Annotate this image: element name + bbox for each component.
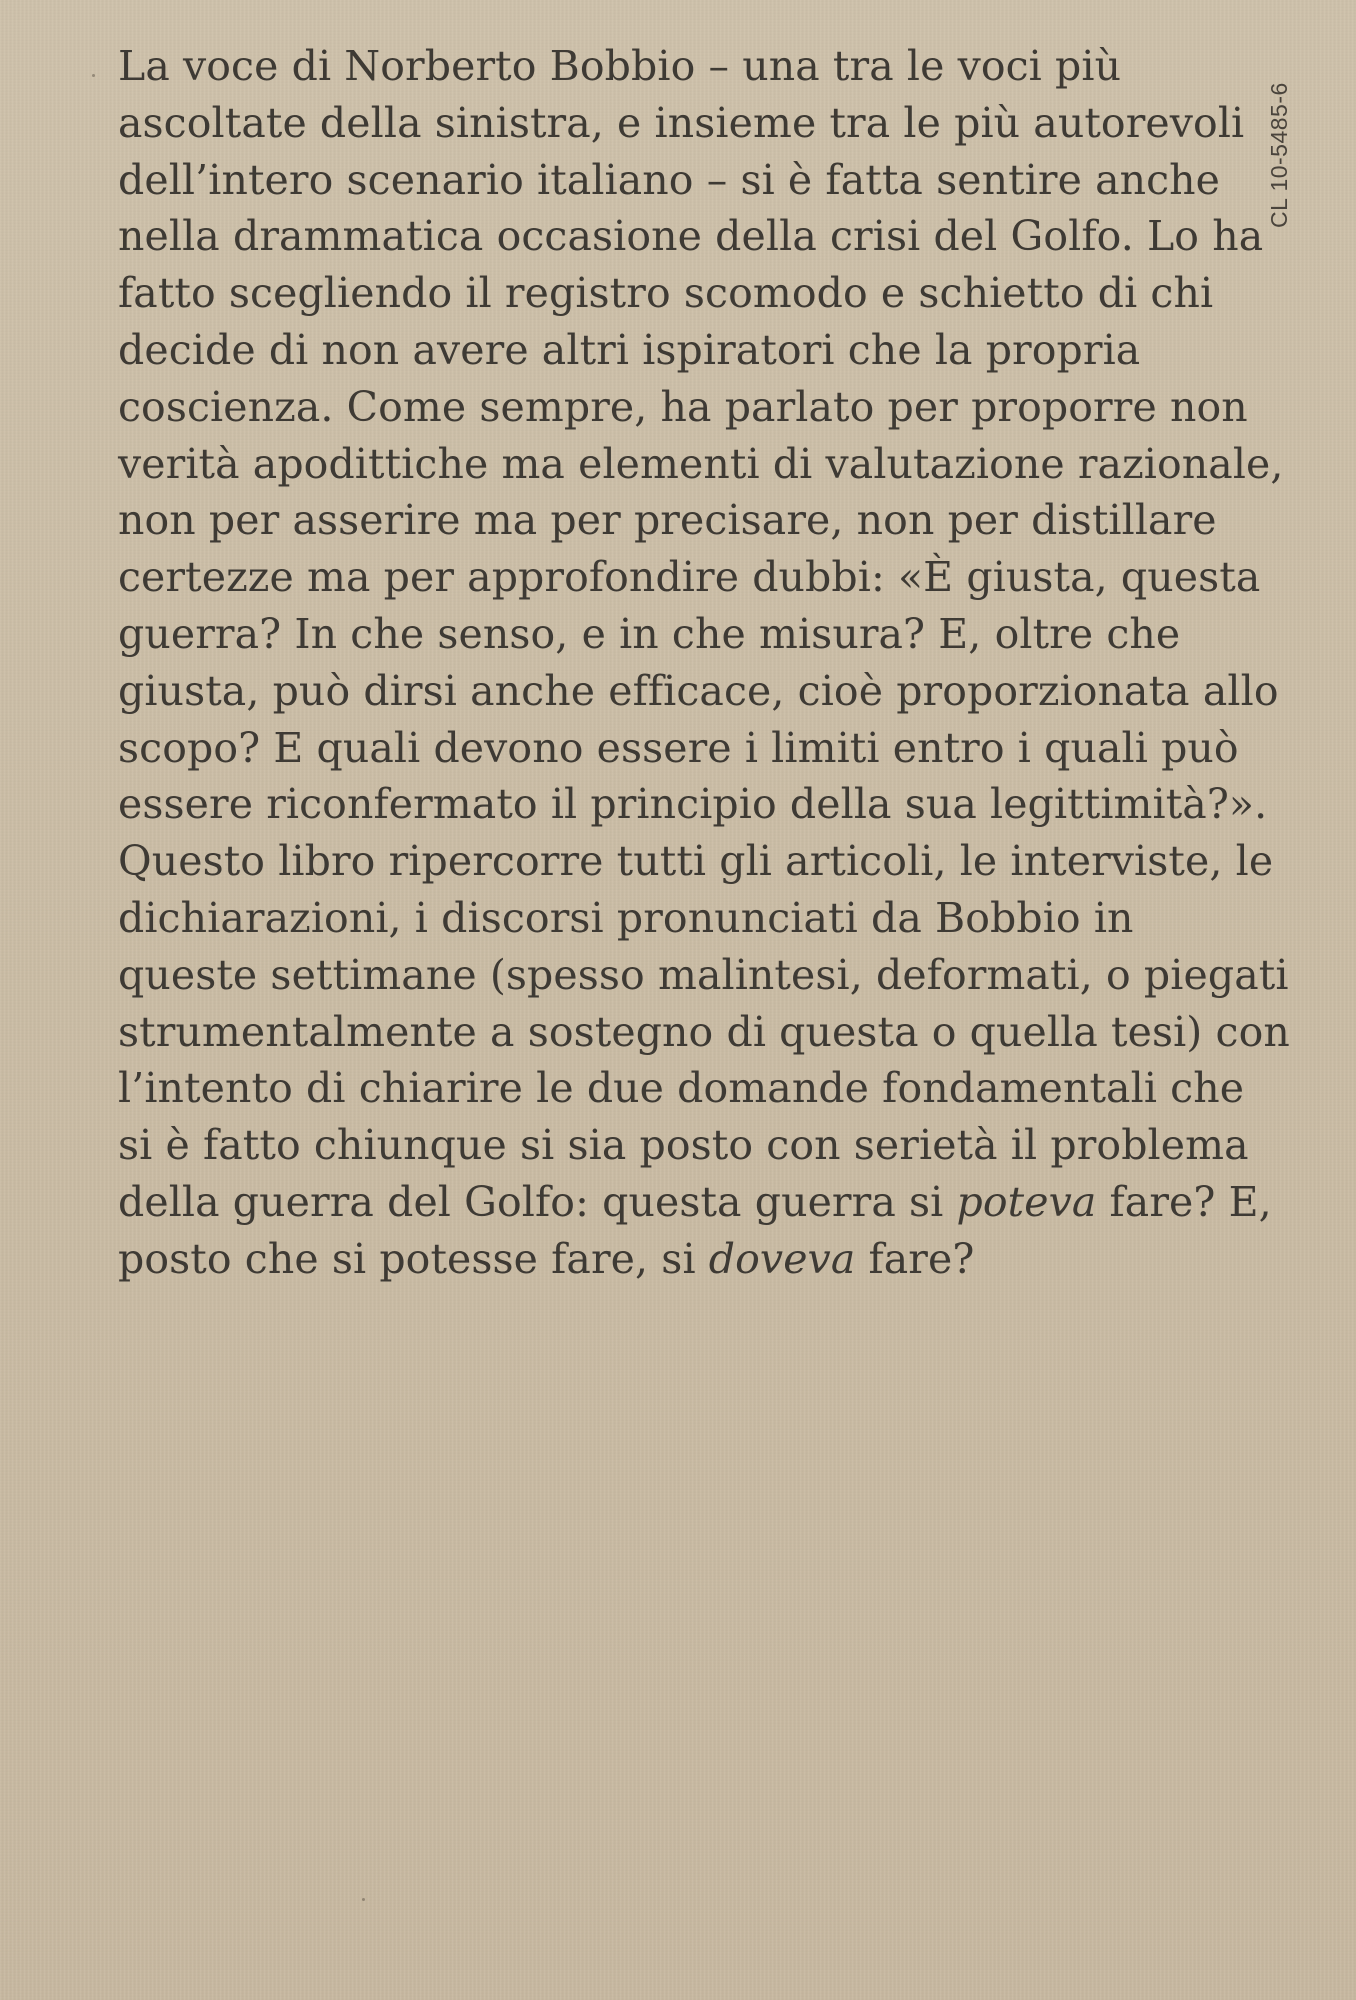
blurb-line: dell’intero scenario italiano – si è fatta sentire anche [118, 155, 1221, 204]
blurb-line: strumentalmente a sostegno di questa o quella tesi) con [118, 1007, 1290, 1056]
blurb-italic: poteva [956, 1177, 1097, 1226]
paper-speck [362, 1898, 365, 1901]
blurb-text: della guerra del Golfo: questa guerra si [118, 1177, 957, 1226]
blurb-line: non per asserire ma per precisare, non per distillare [118, 496, 1217, 545]
blurb-line [118, 1231, 1228, 1288]
blurb-line: ascoltate della sinistra, e insieme tra le più autorevoli [118, 98, 1245, 147]
blurb-line: guerra? In che senso, e in che misura? E, oltre che [118, 609, 1181, 658]
blurb-text: fare? [855, 1234, 975, 1283]
blurb-line: fatto scegliendo il registro scomodo e schietto di chi [118, 269, 1214, 318]
blurb-line: queste settimane (spesso malintesi, deformati, o piegati [118, 950, 1289, 999]
blurb-line: decide di non avere altri ispiratori che la propria [118, 325, 1141, 374]
blurb-line: scopo? E quali devono essere i limiti entro i quali può [118, 723, 1239, 772]
blurb-line [118, 1174, 1272, 1231]
blurb-line: essere riconfermato il principio della sua legittimità?». [118, 780, 1268, 829]
blurb-text: posto che si potesse fare, si [118, 1234, 709, 1283]
blurb-line: verità apodittiche ma elementi di valutazione razionale, [118, 439, 1284, 488]
blurb-line: La voce di Norberto Bobbio – una tra le voci più [118, 42, 1122, 90]
blurb-line: coscienza. Come sempre, ha parlato per proporre non [118, 382, 1248, 431]
blurb-line: certezze ma per approfondire dubbi: «È giusta, questa [118, 553, 1261, 602]
catalog-code: CL 10-5485-6 [1266, 82, 1292, 228]
blurb-text: fare? E, [1096, 1177, 1272, 1226]
blurb-line: dichiarazioni, i discorsi pronunciati da Bobbio in [118, 893, 1134, 942]
blurb-line: giusta, può dirsi anche efficace, cioè proporzionata allo [118, 666, 1279, 715]
blurb-line: nella drammatica occasione della crisi del Golfo. Lo ha [118, 212, 1264, 261]
blurb-line: Questo libro ripercorre tutti gli articoli, le interviste, le [118, 837, 1274, 886]
blurb-italic: doveva [708, 1234, 856, 1283]
paper-speck [92, 74, 95, 77]
blurb-line: si è fatto chiunque si sia posto con serietà il problema [118, 1121, 1249, 1170]
blurb-line: l’intento di chiarire le due domande fondamentali che [118, 1064, 1245, 1113]
